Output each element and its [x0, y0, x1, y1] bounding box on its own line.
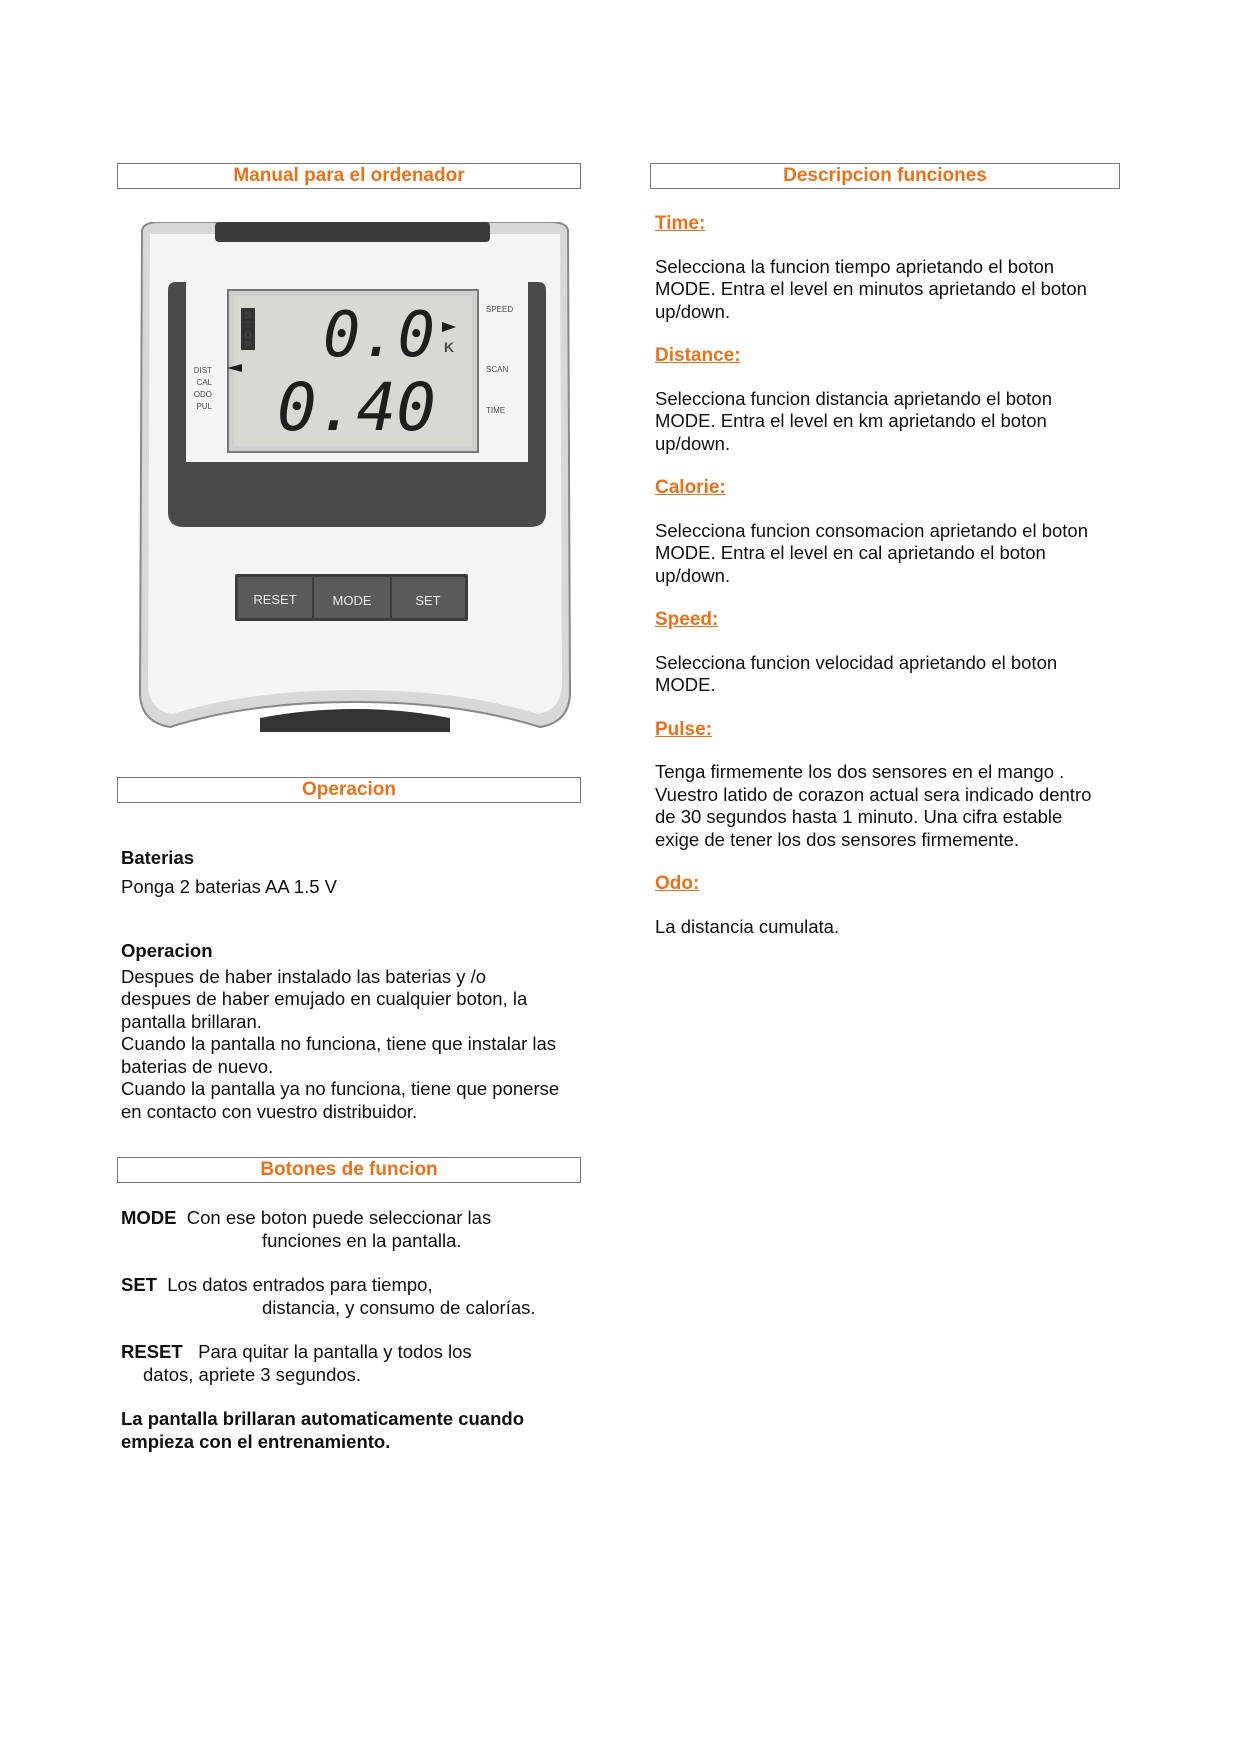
left-text-block: [121, 847, 591, 1123]
label-dist: DIST: [193, 366, 212, 375]
function-line: MODE. Entra el level en km aprietando el boton: [655, 410, 1047, 431]
final-note: La pantalla brillaran automaticamente cuando: [121, 1408, 524, 1429]
function-line: up/down.: [655, 564, 731, 586]
lcd-line-1: 0.0: [323, 298, 435, 371]
function-heading: Odo:: [655, 873, 700, 894]
function-item-time: [655, 213, 1135, 323]
function-item-pulse: [655, 719, 1135, 852]
set-text: Los datos entrados para tiempo,: [167, 1274, 433, 1295]
operacion-line: en contacto con vuestro distribuidor.: [121, 1100, 418, 1122]
function-line: Tenga firmemente los dos sensores en el mango .: [655, 761, 1065, 782]
mode-device-label: MODE: [332, 593, 372, 608]
function-line: Selecciona funcion consomacion aprietando el boton: [655, 519, 1088, 541]
svg-text:O: O: [244, 330, 252, 340]
section-title-manual: Manual para el ordenador: [117, 163, 581, 189]
operacion-line: Cuando la pantalla no funciona, tiene que instalar las: [121, 1033, 557, 1054]
reset-text: Para quitar la pantalla y todos los: [198, 1341, 472, 1362]
svg-text:P: P: [244, 340, 252, 350]
function-line: Vuestro latido de corazon actual sera indicado dentro: [655, 783, 1092, 805]
operacion-line: baterias de nuevo.: [121, 1055, 274, 1077]
stop-label: S: [244, 310, 252, 320]
function-line: Selecciona la funcion tiempo aprietando el boton: [655, 255, 1055, 277]
function-heading: Speed:: [655, 609, 719, 630]
set-device-label: SET: [415, 593, 441, 608]
mode-text-2: funciones en la pantalla.: [262, 1229, 462, 1251]
function-item-calorie: [655, 477, 1135, 587]
baterias-heading: Baterias: [121, 847, 195, 868]
exercise-computer-image: [130, 222, 580, 742]
function-heading: Time:: [655, 213, 706, 234]
label-odo: ODO: [193, 390, 212, 399]
section-title-operacion: Operacion: [117, 777, 581, 803]
label-cal: CAL: [196, 378, 212, 387]
label-time: TIME: [486, 406, 506, 415]
lcd-line-2: 0.40: [277, 369, 436, 446]
function-item-speed: [655, 609, 1135, 697]
function-line: up/down.: [655, 432, 731, 454]
operacion-heading: Operacion: [121, 940, 213, 961]
function-line: de 30 segundos hasta 1 minuto. Una cifra estable: [655, 806, 1063, 827]
operacion-line: despues de haber emujado en cualquier boton, la: [121, 988, 528, 1009]
label-scan: SCAN: [486, 365, 509, 374]
reset-text-2: datos, apriete 3 segundos.: [143, 1363, 362, 1385]
function-line: exige de tener los dos sensores firmemente.: [655, 828, 1020, 850]
operacion-line: pantalla brillaran.: [121, 1010, 262, 1032]
function-item-distance: [655, 345, 1135, 455]
function-heading: Pulse:: [655, 718, 713, 740]
function-line: La distancia cumulata.: [655, 915, 840, 937]
mode-label: MODE: [121, 1207, 177, 1228]
function-line: MODE. Entra el level en minutos aprietando el boton: [655, 278, 1087, 299]
reset-device-label: RESET: [253, 592, 297, 607]
function-item-odo: [655, 873, 1135, 938]
operacion-line: Cuando la pantalla ya no funciona, tiene que ponerse: [121, 1078, 560, 1099]
svg-text:T: T: [245, 320, 251, 330]
set-label: SET: [121, 1274, 157, 1295]
reset-label: RESET: [121, 1341, 183, 1362]
function-line: Selecciona funcion velocidad aprietando el boton: [655, 651, 1058, 673]
final-note-2: empieza con el entrenamiento.: [121, 1430, 391, 1452]
section-title-botones: Botones de funcion: [117, 1157, 581, 1183]
mode-text: Con ese boton puede seleccionar las: [186, 1207, 492, 1228]
functions-list: [655, 213, 1135, 938]
function-line: up/down.: [655, 300, 731, 322]
lcd-k-unit: K: [444, 339, 455, 355]
function-heading: Calorie:: [655, 477, 726, 498]
function-heading: Distance:: [655, 345, 741, 366]
set-text-2: distancia, y consumo de calorías.: [262, 1296, 536, 1318]
label-pul: PUL: [196, 402, 212, 411]
botones-block: [121, 1207, 591, 1453]
function-line: MODE. Entra el level en cal aprietando el boton: [655, 542, 1046, 563]
function-line: MODE.: [655, 674, 716, 695]
section-title-descripcion: Descripcion funciones: [650, 163, 1120, 189]
baterias-text: Ponga 2 baterias AA 1.5 V: [121, 875, 337, 897]
label-speed: SPEED: [486, 305, 514, 314]
operacion-line: Despues de haber instalado las baterias y /o: [121, 965, 487, 987]
function-line: Selecciona funcion distancia aprietando el boton: [655, 387, 1053, 409]
